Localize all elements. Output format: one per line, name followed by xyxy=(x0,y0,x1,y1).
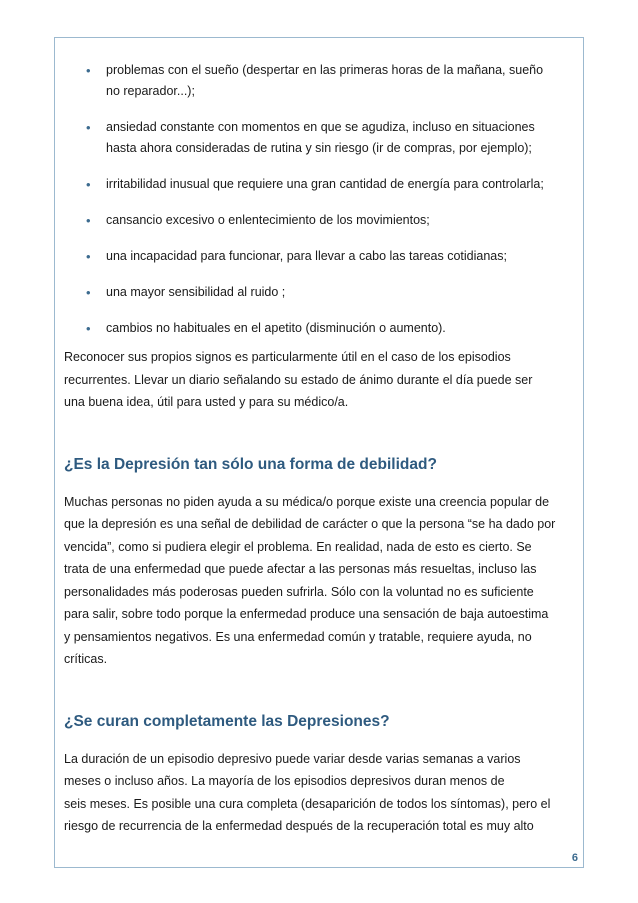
list-item-text: cansancio excesivo o enlentecimiento de los movimientos; xyxy=(106,213,430,227)
section-heading-debilidad: ¿Es la Depresión tan sólo una forma de debilidad? xyxy=(64,455,437,473)
paragraph-line: riesgo de recurrencia de la enfermedad después de la recuperación total es muy alto xyxy=(64,819,534,833)
list-item-text: una mayor sensibilidad al ruido ; xyxy=(106,285,286,299)
bullet-icon: • xyxy=(86,321,91,336)
paragraph-line: meses o incluso años. La mayoría de los episodios depresivos duran menos de xyxy=(64,774,505,788)
symptom-list xyxy=(64,60,574,339)
paragraph-line: trata de una enfermedad que puede afectar a las personas más resueltas, incluso las xyxy=(64,562,537,576)
paragraph-line: La duración de un episodio depresivo puede variar desde varias semanas a varios xyxy=(64,751,521,766)
paragraph-line: seis meses. Es posible una cura completa (desaparición de todos los síntomas), pero el xyxy=(64,796,551,811)
list-item xyxy=(64,210,574,231)
list-item-text: problemas con el sueño (despertar en las primeras horas de la mañana, sueño xyxy=(106,63,544,77)
list-item-text: una incapacidad para funcionar, para llevar a cabo las tareas cotidianas; xyxy=(106,249,507,263)
list-item-text: irritabilidad inusual que requiere una gran cantidad de energía para controlarla; xyxy=(106,177,544,191)
list-item-text: no reparador...); xyxy=(106,84,195,98)
paragraph-line: recurrentes. Llevar un diario señalando su estado de ánimo durante el día puede ser xyxy=(64,372,533,387)
paragraph-line: críticas. xyxy=(64,652,108,666)
list-item xyxy=(64,117,574,159)
page-number: 6 xyxy=(571,852,578,864)
page-content xyxy=(64,60,574,838)
bullet-icon: • xyxy=(86,120,91,135)
list-item xyxy=(64,174,574,195)
paragraph-line: que la depresión es una señal de debilidad de carácter o que la persona “se ha dado por xyxy=(64,517,556,531)
list-item xyxy=(64,282,574,303)
list-item-text: hasta ahora consideradas de rutina y sin riesgo (ir de compras, por ejemplo); xyxy=(106,141,532,155)
paragraph-line: una buena idea, útil para usted y para su médico/a. xyxy=(64,395,349,409)
paragraph-line: para salir, sobre todo porque la enfermedad produce una sensación de baja autoestima xyxy=(64,607,549,621)
section-heading-curacion: ¿Se curan completamente las Depresiones? xyxy=(64,712,390,730)
list-item-text: cambios no habituales en el apetito (disminución o aumento). xyxy=(106,321,446,335)
paragraph-line: Reconocer sus propios signos es particularmente útil en el caso de los episodios xyxy=(64,350,511,364)
list-item-text: ansiedad constante con momentos en que se agudiza, incluso en situaciones xyxy=(106,120,535,134)
curacion-paragraph xyxy=(64,748,574,838)
debilidad-paragraph xyxy=(64,491,574,671)
bullet-icon: • xyxy=(86,63,91,78)
list-item xyxy=(64,246,574,267)
paragraph-line: vencida”, como si pudiera elegir el problema. En realidad, nada de esto es cierto. Se xyxy=(64,539,532,554)
list-item xyxy=(64,318,574,339)
bullet-icon: • xyxy=(86,177,91,192)
paragraph-line: Muchas personas no piden ayuda a su médica/o porque existe una creencia popular de xyxy=(64,494,550,509)
paragraph-line: y pensamientos negativos. Es una enfermedad común y tratable, requiere ayuda, no xyxy=(64,629,532,644)
bullet-icon: • xyxy=(86,213,91,228)
bullet-icon: • xyxy=(86,249,91,264)
intro-paragraph xyxy=(64,346,574,414)
list-item xyxy=(64,60,574,102)
paragraph-line: personalidades más poderosas pueden sufrirla. Sólo con la voluntad no es suficiente xyxy=(64,584,534,599)
bullet-icon: • xyxy=(86,285,91,300)
